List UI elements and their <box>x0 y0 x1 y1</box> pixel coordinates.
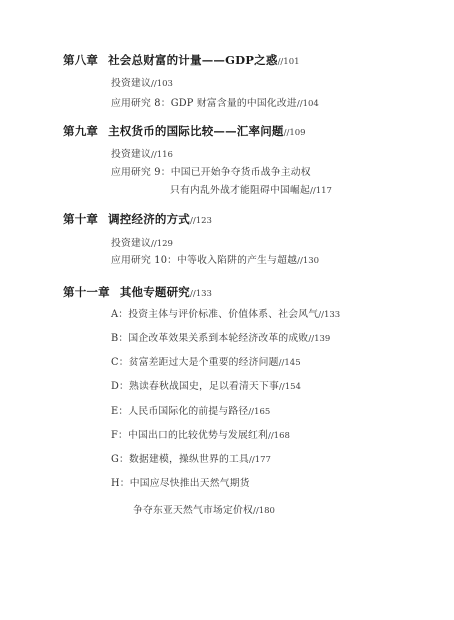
page-number: //133 <box>318 310 341 320</box>
entry-title: 投资建议 <box>111 149 151 160</box>
page-number: //101 <box>277 57 300 67</box>
toc-entry-continuation[interactable] <box>133 502 275 516</box>
entry-title: H：中国应尽快推出天然气期货 <box>111 478 250 489</box>
entry-title: C：贫富差距过大是个重要的经济问题 <box>111 357 279 368</box>
chapter-number: 第十一章 <box>63 285 110 299</box>
page-number: //154 <box>279 382 301 392</box>
toc-entry[interactable] <box>111 95 319 109</box>
entry-title: B：国企改革效果关系到本轮经济改革的成败 <box>111 333 309 344</box>
toc-entry[interactable] <box>111 378 301 392</box>
page-number: //180 <box>252 506 275 516</box>
toc-entry[interactable] <box>111 306 340 320</box>
chapter-11-heading[interactable] <box>63 284 212 300</box>
page-number: //168 <box>267 431 290 441</box>
entry-title: G：数据建模，操纵世界的工具 <box>111 454 249 465</box>
chapter-title: 社会总财富的计量——GDP之惑 <box>108 53 278 67</box>
chapter-10-heading[interactable] <box>63 211 212 227</box>
chapter-9-heading[interactable] <box>63 123 306 139</box>
entry-title: 只有内乱外战才能阻碍中国崛起 <box>170 185 310 196</box>
entry-title: F：中国出口的比较优势与发展红利 <box>111 430 268 441</box>
page-number: //117 <box>309 186 332 196</box>
page-number: //123 <box>190 216 212 226</box>
entry-title: D：熟读春秋战国史，足以看清天下事 <box>111 381 280 392</box>
entry-title: 投资建议 <box>111 238 151 249</box>
page-number: //139 <box>308 334 331 344</box>
page-number: //116 <box>151 150 173 160</box>
toc-entry[interactable] <box>111 475 250 489</box>
page-number: //109 <box>283 128 306 138</box>
chapter-8-heading[interactable] <box>63 52 300 68</box>
entry-title: 争夺东亚天然气市场定价权 <box>133 505 253 516</box>
toc-entry[interactable] <box>111 164 311 178</box>
toc-entry[interactable] <box>111 235 173 249</box>
toc-entry[interactable] <box>111 252 319 266</box>
toc-entry-continuation[interactable] <box>170 182 332 196</box>
page-number: //145 <box>278 358 301 368</box>
toc-entry[interactable] <box>111 451 271 465</box>
page-number: //177 <box>249 455 271 465</box>
page-number: //133 <box>190 289 212 299</box>
page-number: //165 <box>248 407 271 417</box>
chapter-title: 主权货币的国际比较——汇率问题 <box>108 124 284 138</box>
entry-title: 投资建议 <box>111 78 151 89</box>
toc-entry[interactable] <box>111 354 301 368</box>
page-number: //104 <box>296 99 319 109</box>
toc-entry[interactable] <box>111 403 270 417</box>
chapter-title: 其他专题研究 <box>119 285 191 299</box>
page-number: //130 <box>297 256 320 266</box>
toc-entry[interactable] <box>111 146 173 160</box>
entry-title: A：投资主体与评价标准、价值体系、社会风气 <box>111 309 319 320</box>
chapter-number: 第八章 <box>63 53 99 67</box>
entry-title: 应用研究 9：中国已开始争夺货币战争主动权 <box>111 167 311 178</box>
page-number: //103 <box>151 79 173 89</box>
page-number: //129 <box>151 239 173 249</box>
chapter-title: 调控经济的方式 <box>108 212 191 226</box>
entry-title: E：人民币国际化的前提与路径 <box>111 406 249 417</box>
toc-entry[interactable] <box>111 75 173 89</box>
toc-entry[interactable] <box>111 427 290 441</box>
chapter-number: 第十章 <box>63 212 99 226</box>
toc-entry[interactable] <box>111 330 330 344</box>
chapter-number: 第九章 <box>63 124 99 138</box>
entry-title: 应用研究 8：GDP 财富含量的中国化改进 <box>111 98 297 109</box>
entry-title: 应用研究 10：中等收入陷阱的产生与超越 <box>111 255 298 266</box>
